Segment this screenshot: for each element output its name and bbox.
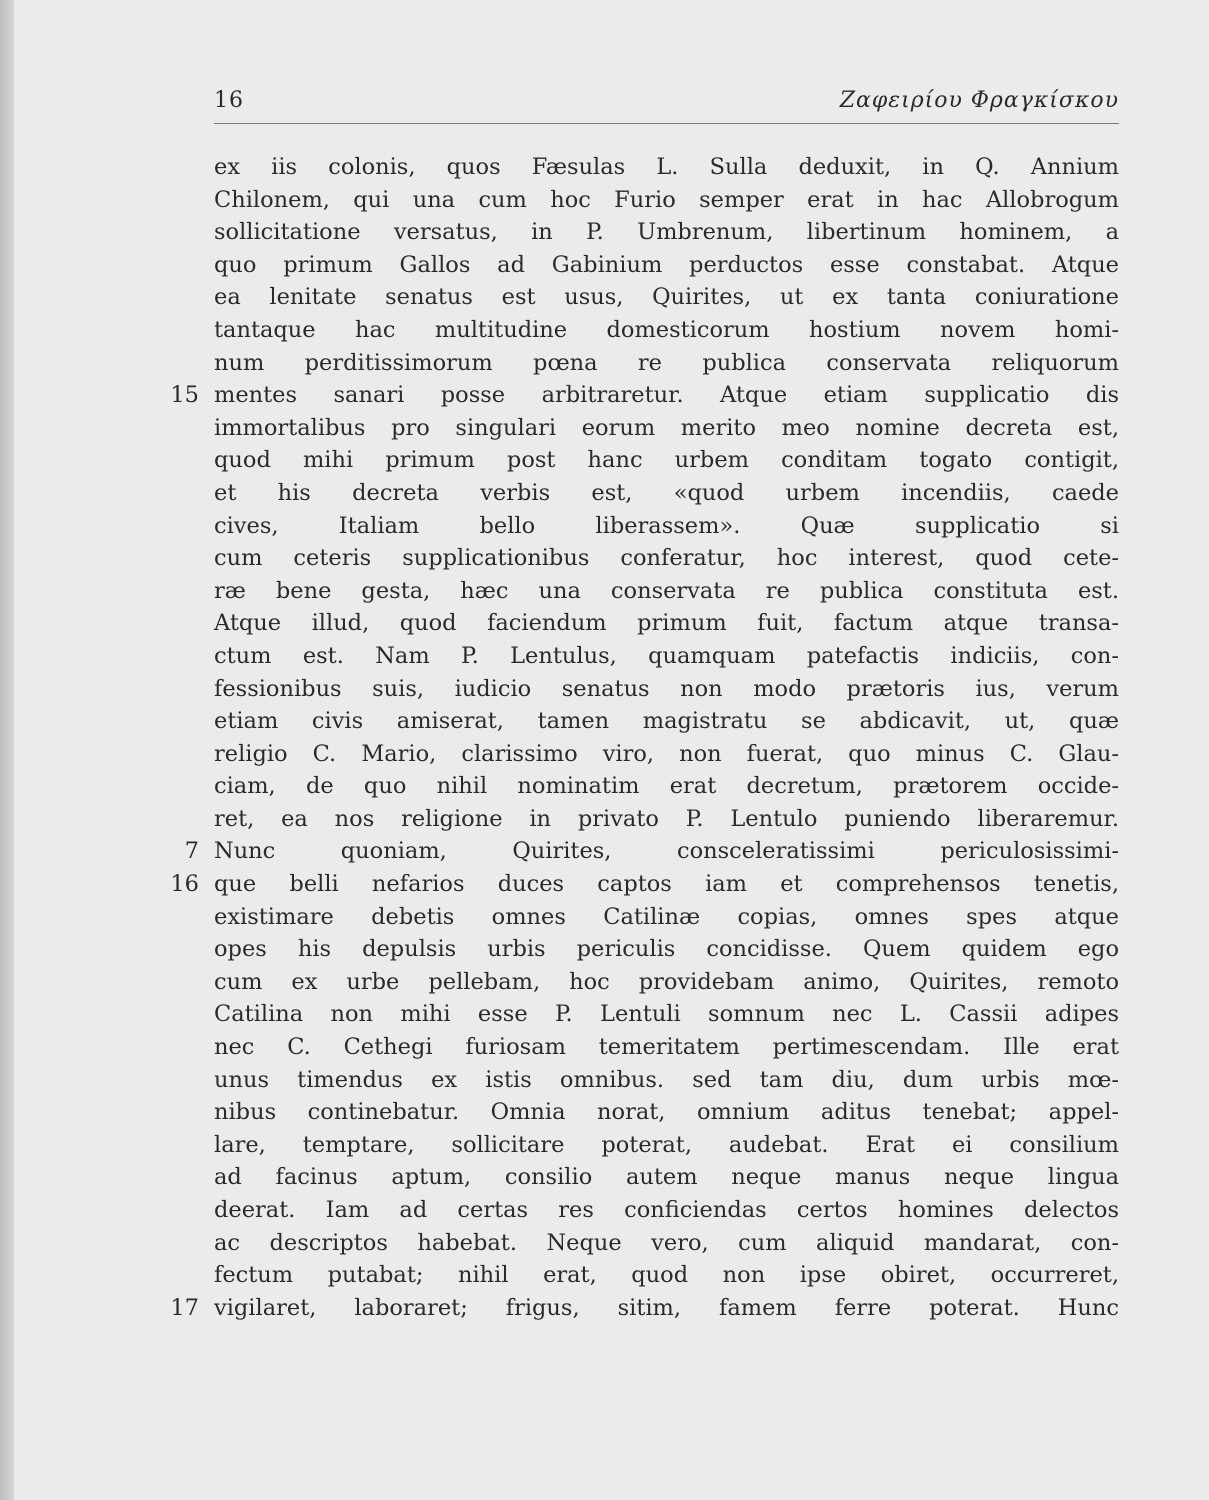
line-text: cum ex urbe pellebam, hoc providebam animo, Quirites, remoto — [214, 968, 1119, 995]
line-text: cum ceteris supplicationibus conferatur, hoc interest, quod cete- — [214, 545, 1119, 572]
line-text: ex iis colonis, quos Fæsulas L. Sulla deduxit, in Q. Annium — [214, 154, 1119, 180]
text-line — [214, 738, 1119, 771]
text-line — [214, 412, 1119, 445]
line-text: ad facinus aptum, consilio autem neque manus neque lingua — [214, 1164, 1119, 1191]
line-text: etiam civis amiserat, tamen magistratu se abdicavit, ut, quæ — [214, 708, 1119, 735]
line-text: num perditissimorum pœna re publica conservata reliquorum — [214, 349, 1119, 376]
header-rule — [214, 123, 1119, 124]
line-text: lare, temptare, sollicitare poterat, audebat. Erat ei consilium — [214, 1131, 1119, 1158]
text-line — [214, 770, 1119, 803]
line-text: sollicitatione versatus, in P. Umbrenum, libertinum hominem, a — [214, 219, 1119, 246]
text-line — [214, 705, 1119, 738]
text-line — [214, 1259, 1119, 1292]
margin-line-number: 17 — [170, 1294, 199, 1321]
line-text: Atque illud, quod faciendum primum fuit, factum atque transa- — [214, 610, 1119, 637]
line-text: deerat. Iam ad certas res conficiendas certos homines delectos — [214, 1197, 1119, 1223]
text-line — [214, 347, 1119, 380]
text-line — [214, 1096, 1119, 1129]
text-line — [214, 477, 1119, 510]
text-line — [214, 901, 1119, 934]
text-line — [214, 249, 1119, 282]
text-line — [214, 510, 1119, 543]
line-text: Catilina non mihi esse P. Lentuli somnum nec L. Cassii adipes — [214, 1001, 1119, 1028]
line-text: cives, Italiam bello liberassem». Quæ supplicatio si — [214, 512, 1119, 539]
text-line — [214, 542, 1119, 575]
body-text — [170, 151, 1119, 1324]
text-line — [170, 379, 1119, 412]
text-line — [214, 444, 1119, 477]
line-text: ctum est. Nam P. Lentulus, quamquam patefactis indiciis, con- — [214, 642, 1119, 669]
line-text: immortalibus pro singulari eorum merito meo nomine decreta est, — [214, 414, 1119, 441]
text-line — [214, 216, 1119, 249]
text-line — [214, 933, 1119, 966]
text-line — [214, 1031, 1119, 1064]
line-text: tantaque hac multitudine domesticorum hostium novem homi- — [214, 316, 1119, 343]
text-line — [214, 281, 1119, 314]
page-number: 16 — [214, 88, 244, 113]
line-text: ret, ea nos religione in privato P. Lentulo puniendo liberaremur. — [214, 805, 1119, 832]
line-text: et his decreta verbis est, «quod urbem incendiis, caede — [214, 479, 1119, 506]
line-text: fessionibus suis, iudicio senatus non modo prætoris ius, verum — [214, 675, 1119, 702]
text-line — [214, 1161, 1119, 1194]
running-head: Ζαφειρίου Φραγκίσκου — [839, 88, 1119, 113]
line-text: Chilonem, qui una cum hoc Furio semper erat in hac Allobrogum — [214, 186, 1119, 213]
page-edge — [0, 0, 14, 1500]
text-line — [214, 607, 1119, 640]
text-line — [214, 803, 1119, 836]
margin-line-number: 16 — [170, 871, 199, 898]
text-line — [214, 966, 1119, 999]
line-text: fectum putabat; nihil erat, quod non ipse obiret, occurreret, — [214, 1262, 1119, 1289]
text-line — [214, 1064, 1119, 1097]
text-line — [214, 575, 1119, 608]
text-line — [214, 1194, 1119, 1227]
text-line — [214, 314, 1119, 347]
line-text: unus timendus ex istis omnibus. sed tam diu, dum urbis mœ- — [214, 1066, 1119, 1093]
line-text: mentes sanari posse arbitraretur. Atque etiam supplicatio dis — [214, 382, 1119, 409]
text-line — [184, 835, 1119, 868]
line-text: nec C. Cethegi furiosam temeritatem pertimescendam. Ille erat — [214, 1034, 1119, 1061]
page-header — [214, 88, 1119, 118]
line-text: existimare debetis omnes Catilinæ copias, omnes spes atque — [214, 903, 1119, 930]
line-text: quo primum Gallos ad Gabinium perductos esse constabat. Atque — [214, 251, 1119, 278]
line-text: vigilaret, laboraret; frigus, sitim, famem ferre poterat. Hunc — [214, 1294, 1119, 1321]
line-text: opes his depulsis urbis periculis concidisse. Quem quidem ego — [214, 936, 1119, 963]
line-text: que belli nefarios duces captos iam et comprehensos tenetis, — [214, 871, 1119, 898]
margin-line-number: 7 — [184, 838, 199, 865]
line-text: nibus continebatur. Omnia norat, omnium aditus tenebat; appel- — [214, 1099, 1119, 1126]
text-line — [214, 640, 1119, 673]
text-line — [170, 868, 1119, 901]
line-text: ea lenitate senatus est usus, Quirites, ut ex tanta coniuratione — [214, 284, 1119, 311]
text-line — [214, 1129, 1119, 1162]
line-text: ciam, de quo nihil nominatim erat decretum, prætorem occide- — [214, 773, 1119, 800]
margin-line-number: 15 — [170, 382, 199, 409]
text-line — [214, 1227, 1119, 1260]
line-text: quod mihi primum post hanc urbem conditam togato contigit, — [214, 447, 1119, 474]
line-text: religio C. Mario, clarissimo viro, non fuerat, quo minus C. Glau- — [214, 740, 1119, 767]
text-line — [214, 673, 1119, 706]
text-line — [214, 998, 1119, 1031]
line-text: ac descriptos habebat. Neque vero, cum aliquid mandarat, con- — [214, 1229, 1119, 1256]
text-line — [214, 151, 1119, 184]
line-text: Nunc quoniam, Quirites, consceleratissimi periculosissimi- — [214, 838, 1119, 865]
text-line — [214, 184, 1119, 217]
line-text: ræ bene gesta, hæc una conservata re publica constituta est. — [214, 577, 1119, 604]
text-line — [170, 1292, 1119, 1325]
